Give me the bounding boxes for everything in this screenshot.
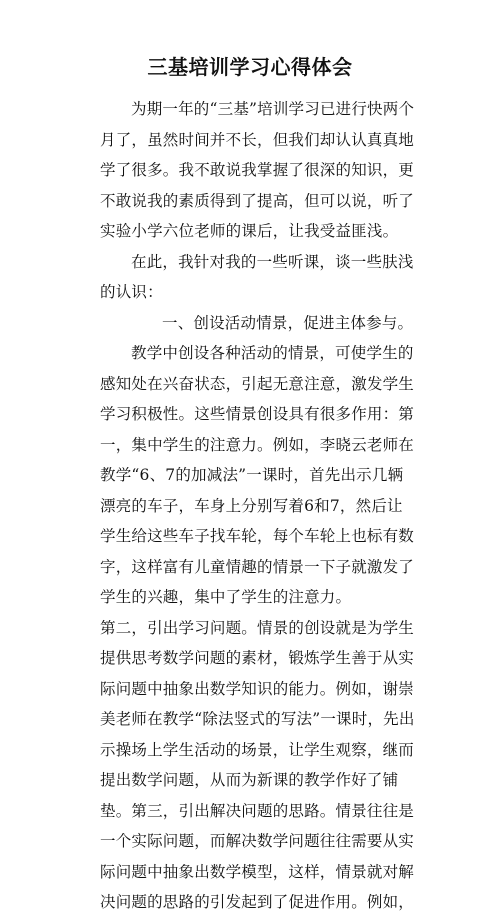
paragraph-lead-in: 在此，我针对我的一些听课，谈一些肤浅的认识： <box>100 252 414 301</box>
paragraph-continuation: 第二，引出学习问题。情景的创设就是为学生提供思考数学问题的素材，锻炼学生善于从实际问题中抽象出数学知识的能力。例如，谢崇美老师在教学“除法竖式的写法”一课时，先出示操场上学生活动的场景，让学生观察，继而提出数学问题，从而为新课的教学作好了铺垫。第三，引出解决问题的思路。情景往往是一个实际问题，而解决数学问题往往需要从实际问题中抽象出数学模型，这样，情景就对解决问题的思路的引发起到了促进作用。例如， <box>100 618 415 911</box>
section-heading-1: 一、创设活动情景，促进主体参与。 <box>162 313 414 332</box>
paragraph-intro: 为期一年的“三基”培训学习已进行快两个月了，虽然时间并不长，但我们却认认真真地学了很多。我不敢说我掌握了很深的知识，更不敢说我的素质得到了提高，但可以说，听了实验小学六位老师的课后，让我受益匪浅。 <box>100 100 415 240</box>
paragraph-section-1: 教学中创设各种活动的情景，可使学生的感知处在兴奋状态，引起无意注意，激发学生学习积极性。这些情景创设具有很多作用：第一，集中学生的注意力。例如，李晓云老师在教学“6、7的加减法”一课时，首先出示几辆漂亮的车子，车身上分别写着6和7，然后让学生给这些车子找车轮，每个车轮上也标有数字，这样富有儿童情趣的情景一下子就激发了学生的兴趣，集中了学生的注意力。 <box>100 344 415 606</box>
document-body <box>100 94 418 918</box>
document-title: 三基培训学习心得体会 <box>147 55 353 79</box>
